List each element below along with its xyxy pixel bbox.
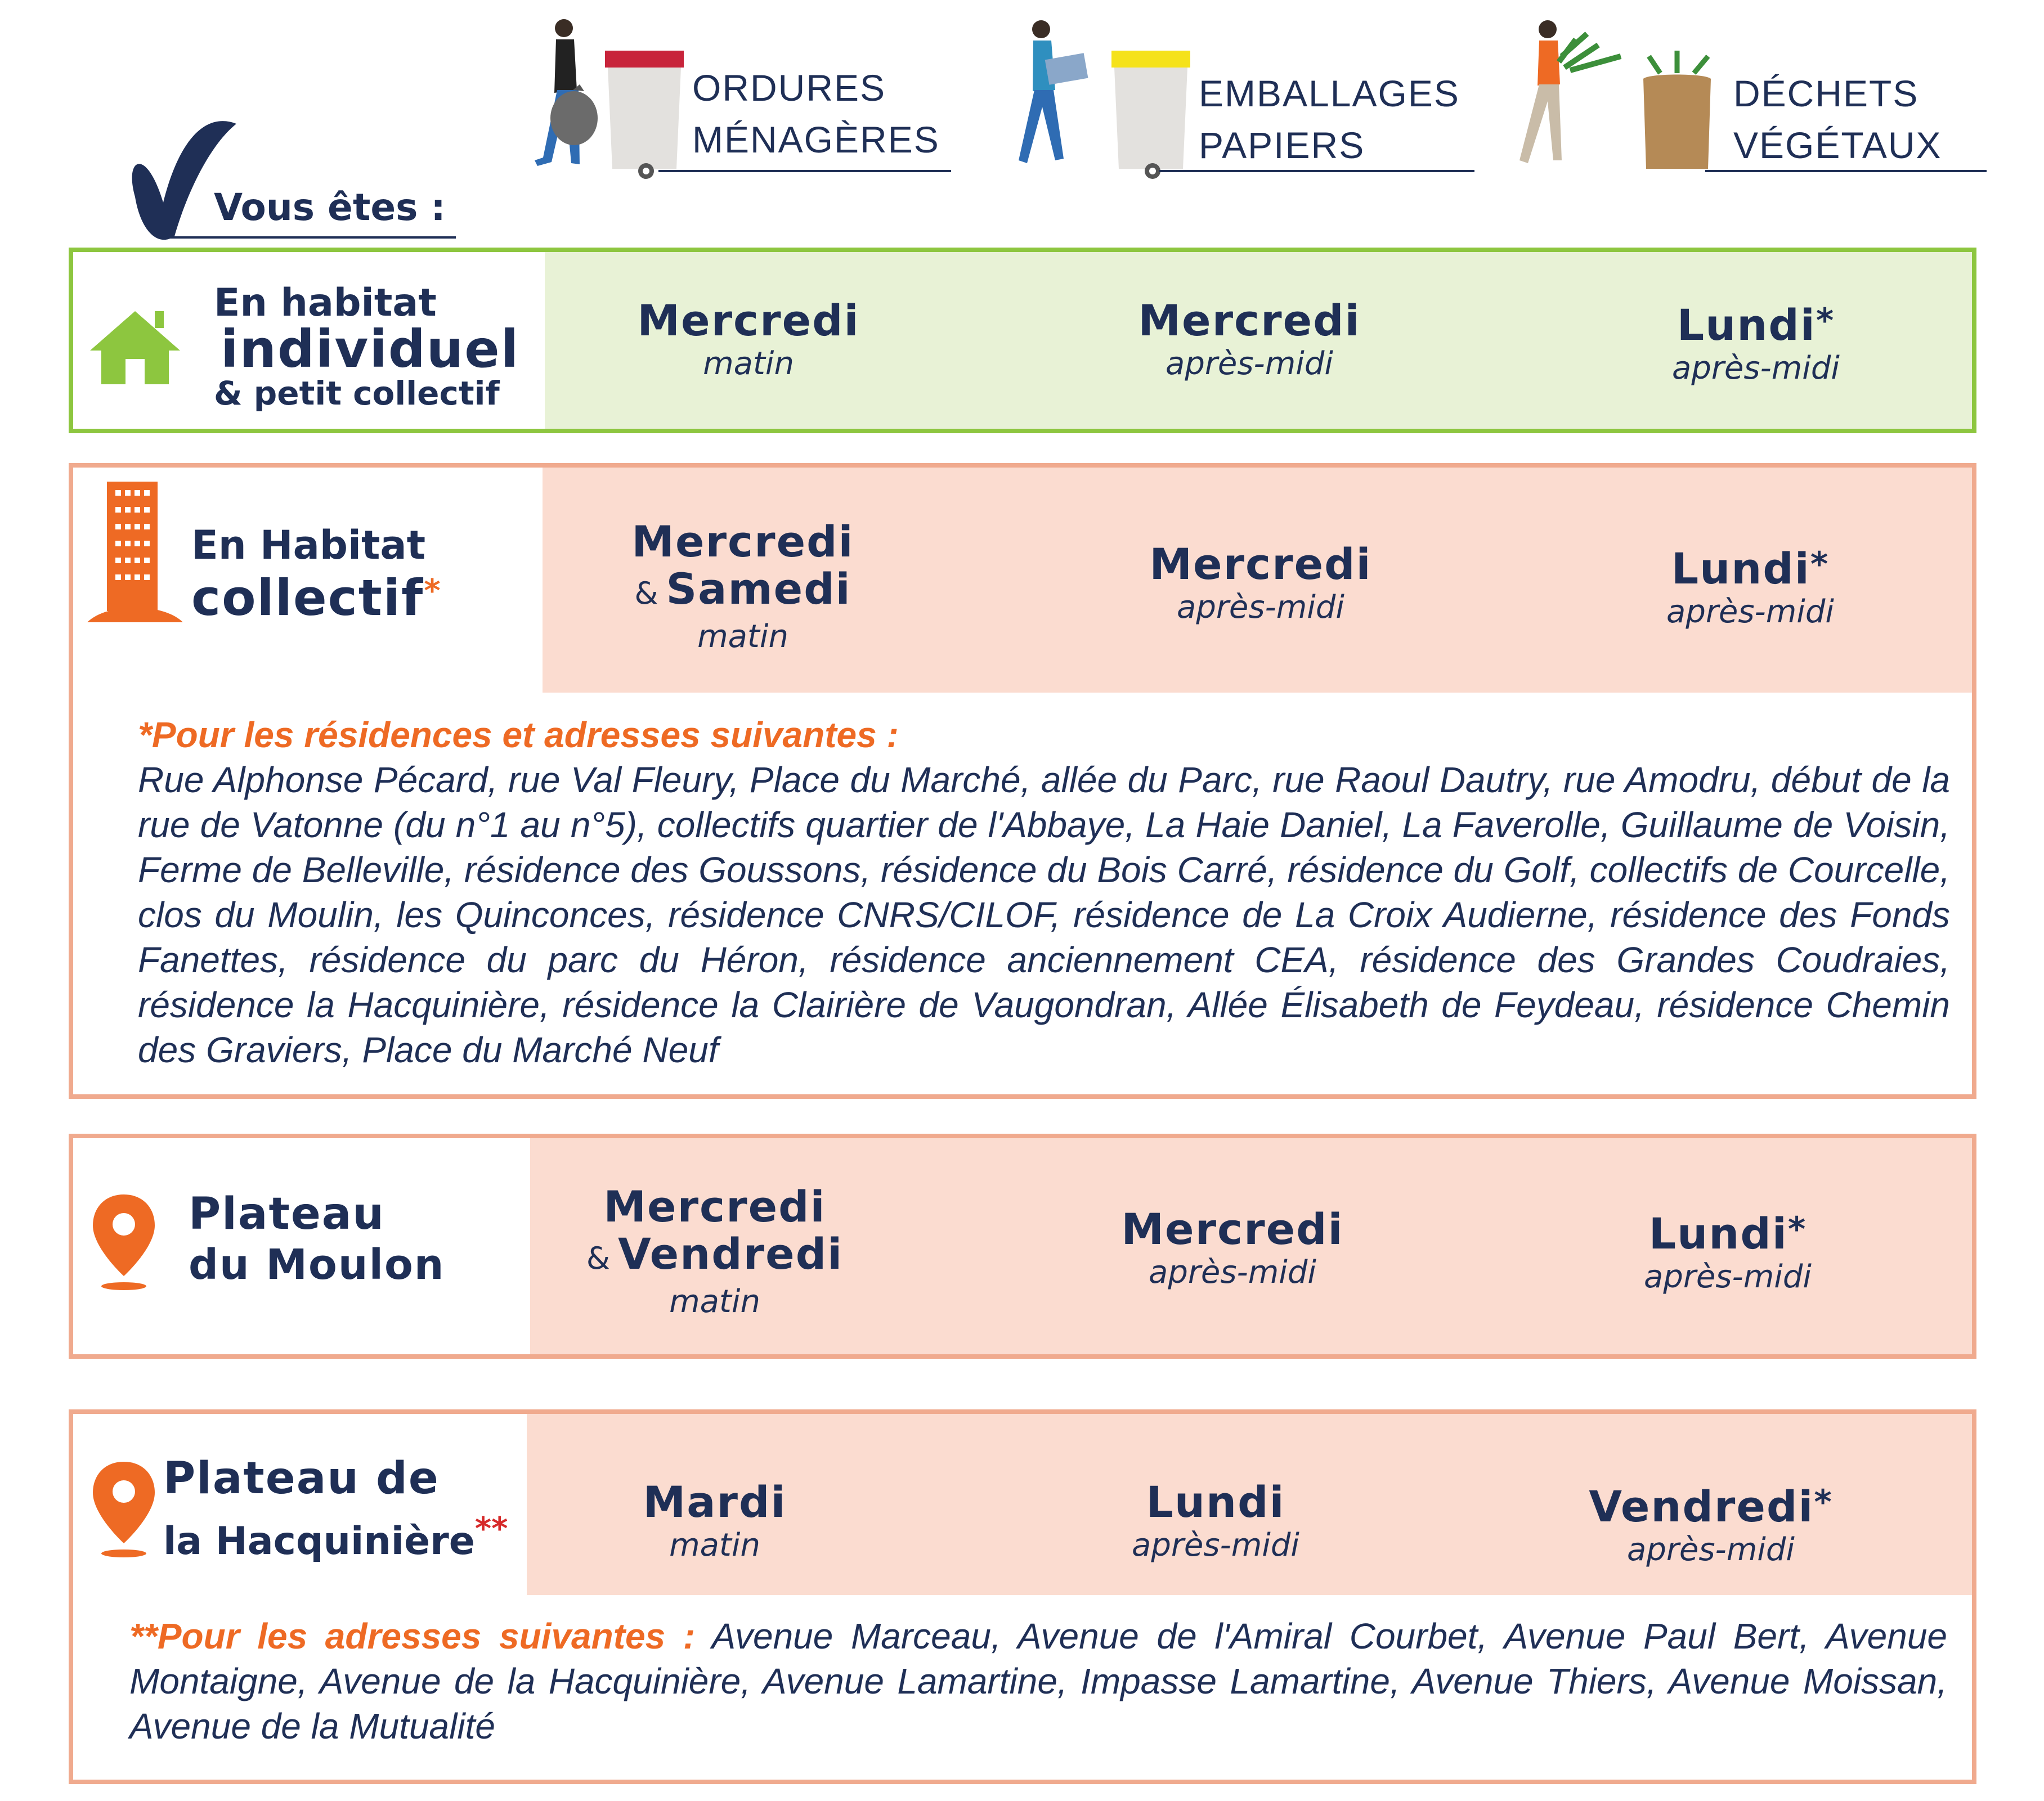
vous-etes-label: Vous êtes : (214, 186, 446, 229)
row-label: En Habitat collectif* (191, 522, 442, 627)
row-habitat-individuel (69, 248, 1976, 433)
column-underline (1159, 170, 1474, 172)
column-underline (1705, 170, 1987, 172)
column-title: EMBALLAGES PAPIERS (1199, 73, 1460, 166)
column-ordures (506, 17, 957, 186)
recycling-bin-icon (1109, 51, 1193, 180)
schedule-emballages: Mercredi après-midi (1149, 539, 1372, 626)
row-habitat-collectif (69, 463, 1976, 1099)
schedule-emballages: Lundi après-midi (1132, 1477, 1299, 1564)
schedule-emballages: Mercredi après-midi (1121, 1204, 1344, 1291)
green-waste-bag-icon (1638, 51, 1716, 174)
person-with-recycling-icon (1002, 17, 1097, 174)
footnote-adresses (129, 1614, 1947, 1749)
schedule-vegetaux: Lundi* après-midi (1644, 1209, 1812, 1295)
footnote-heading: *Pour les résidences et adresses suivantes : (138, 715, 899, 755)
column-title: DÉCHETS VÉGÉTAUX (1733, 73, 1942, 166)
row-label: Plateau de la Hacquinière** (163, 1453, 508, 1564)
house-icon (87, 308, 183, 387)
row-label: Plateau du Moulon (189, 1189, 445, 1289)
schedule-ordures: Mardi matin (643, 1477, 787, 1564)
schedule-emballages: Mercredi après-midi (1138, 295, 1361, 382)
schedule-ordures: Mercredi & Samedi matin (631, 517, 854, 655)
footnote-body: Avenue Marceau, Avenue de l'Amiral Courbet, Avenue Paul Bert, Avenue Montaigne, Avenue de la Hacquinière, Avenue Lamartine, Impasse Lamartine, Avenue Thiers, Avenue Moissan, Avenue de la Mutualité (129, 1616, 1948, 1746)
footnote-residences (138, 712, 1950, 1072)
person-with-trash-bag-icon (512, 17, 602, 174)
row-plateau-hacquiniere (69, 1409, 1976, 1784)
column-title: ORDURES MÉNAGÈRES (692, 67, 940, 160)
schedule-vegetaux: Lundi* après-midi (1672, 300, 1840, 387)
schedule-vegetaux: Vendredi* après-midi (1589, 1481, 1833, 1568)
column-dechets-vegetaux (1508, 17, 2015, 186)
household-bin-icon (602, 51, 687, 180)
column-emballages (990, 17, 1486, 186)
building-icon (84, 482, 186, 628)
map-pin-icon (90, 1192, 158, 1293)
row-plateau-moulon (69, 1134, 1976, 1359)
person-with-plants-icon (1508, 17, 1638, 174)
map-pin-icon (90, 1459, 158, 1560)
footnote-heading: **Pour les adresses suivantes : (129, 1616, 696, 1656)
schedule-ordures: Mercredi matin (637, 295, 860, 382)
schedule-ordures: Mercredi & Vendredi matin (586, 1182, 844, 1320)
row-label: En habitat individuel & petit collectif (214, 281, 520, 412)
divider (169, 236, 456, 239)
footnote-body: Rue Alphonse Pécard, rue Val Fleury, Place du Marché, allée du Parc, rue Raoul Dautry, rue Amodru, début de la rue de Vatonne (du n°1 au n°5), collectifs quartier de l'Abbaye, La Haie Daniel, La Faverolle, Guillaume de Voisin, Ferme de Belleville, résidence des Goussons, résidence du Bois Carré, résidence du Golf, collectifs de Courcelle, clos du Moulin, les Quinconces, résidence CNRS/CILOF, résidence de La Croix Audierne, résidence des Fonds Fanettes, résidence du parc du Héron, résidence anciennement CEA, résidence des Grandes Coudraies, résidence la Hacquinière, résidence la Clairière de Vaugondran, Allée Élisabeth de Feydeau, résidence Chemin des Graviers, Place du Marché Neuf (138, 760, 1950, 1070)
column-underline (658, 170, 951, 172)
schedule-vegetaux: Lundi* après-midi (1666, 544, 1834, 630)
